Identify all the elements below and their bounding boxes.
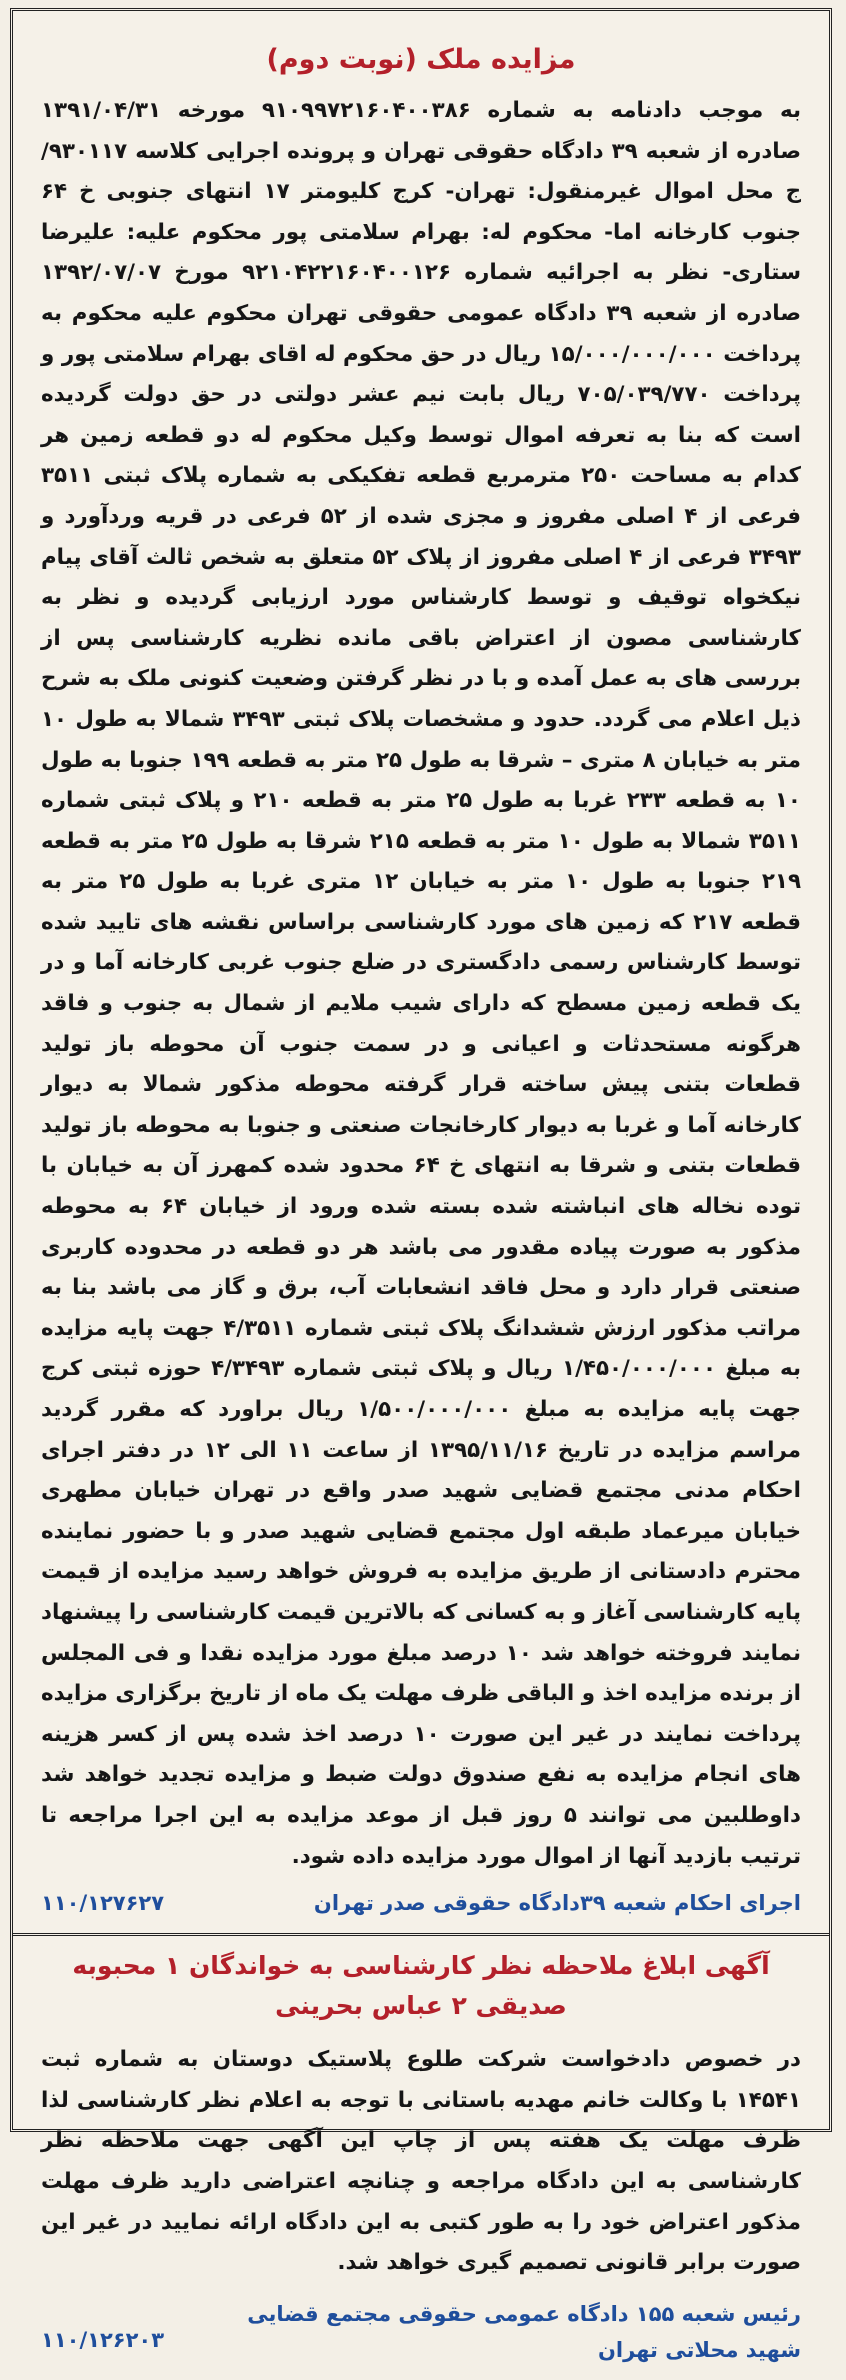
section-divider <box>13 1933 829 1936</box>
notice-code: ۱۱۰/۱۲۷۶۲۷ <box>41 1891 165 1916</box>
second-notice-signature: رئیس شعبه ۱۵۵ دادگاه عمومی حقوقی مجتمع قضایی شهید محلاتی تهران <box>247 2301 801 2362</box>
second-notice-footer <box>41 2296 801 2380</box>
newspaper-clipping <box>10 8 832 2362</box>
notice-footer <box>41 1883 801 1923</box>
second-notice-code: ۱۱۰/۱۲۶۲۰۳ <box>41 2327 165 2352</box>
second-notice-title: آگهی ابلاغ ملاحظه نظر کارشناسی به خواندگان ۱ محبوبه صدیقی ۲ عباس بحرینی <box>72 1951 770 2021</box>
notice-title: مزایده ملک (نوبت دوم) <box>266 44 576 75</box>
notice-signature: اجرای احکام شعبه ۳۹دادگاه حقوقی صدر تهران <box>313 1891 801 1916</box>
notice-body: به موجب دادنامه به شماره ۹۱۰۹۹۷۲۱۶۰۴۰۰۳۸۶ مورخه ۱۳۹۱/۰۴/۳۱ صادره از شعبه ۳۹ دادگاه حقوقی تهران و پرونده اجرایی کلاسه ۹۳۰۱۱۷/ج محل اموال غیرمنقول: تهران- کرج کلیومتر ۱۷ انتهای جنوبی خ ۶۴ جنوب کارخانه اما- محکوم له: بهرام سلامتی پور محکوم علیه: علیرضا ستاری- نظر به اجرائیه شماره ۹۲۱۰۴۲۲۱۶۰۴۰۰۱۲۶ مورخ ۱۳۹۲/۰۷/۰۷ صادره از شعبه ۳۹ دادگاه عمومی حقوقی تهران محکوم علیه محکوم به پرداخت ۱۵/۰۰۰/۰۰۰/۰۰۰ ریال در حق محکوم له اقای بهرام سلامتی پور و پرداخت ۷۰۵/۰۳۹/۷۷۰ ریال بابت نیم عشر دولتی در حق دولت گردیده است که بنا به تعرفه اموال توسط وکیل محکوم له دو قطعه زمین هر کدام به مساحت ۲۵۰ مترمربع قطعه تفکیکی به شماره پلاک ثبتی ۳۵۱۱ فرعی از ۴ اصلی مفروز و مجزی شده از ۵۲ فرعی در قریه وردآورد و ۳۴۹۳ فرعی از ۴ اصلی مفروز از پلاک ۵۲ متعلق به شخص ثالث آقای پیام نیکخواه توقیف و توسط کارشناس مورد ارزیابی گردیده و نظر به کارشناسی مصون از اعتراض باقی مانده نظریه کارشناسی پس از بررسی های به عمل آمده و با در نظر گرفتن وضعیت کنونی ملک به شرح ذیل اعلام می گردد. حدود و مشخصات پلاک ثبتی ۳۴۹۳ شمالا به طول ۱۰ متر به خیابان ۸ متری – شرقا به طول ۲۵ متر به قطعه ۱۹۹ جنوبا به طول ۱۰ به قطعه ۲۳۳ غربا به طول ۲۵ متر به قطعه ۲۱۰ و پلاک ثبتی شماره ۳۵۱۱ شمالا به طول ۱۰ متر به قطعه ۲۱۵ شرقا به طول ۲۵ متر به قطعه ۲۱۹ جنوبا به طول ۱۰ متر به خیابان ۱۲ متری غربا به طول ۲۵ متر به قطعه ۲۱۷ که زمین های مورد کارشناسی براساس نقشه های تایید شده توسط کارشناس رسمی دادگستری در ضلع جنوب غربی کارخانه آما و در یک قطعه زمین مسطح که دارای شیب ملایم از شمال به جنوب و فاقد هرگونه مستحدثات و اعیانی و در سمت جنوب آن محوطه باز تولید قطعات بتنی پیش ساخته قرار گرفته محوطه مذکور شمالا به دیوار کارخانه آما و غربا به دیوار کارخانجات صنعتی و جنوبا به محوطه باز تولید قطعات بتنی و شرقا به انتهای خ ۶۴ محدود شده کمهرز آن به خیابان با توده نخاله های انباشته شده بسته شده ورود از خیابان ۶۴ به محوطه مذکور به صورت پیاده مقدور می باشد هر دو قطعه در محدوده کاربری صنعتی قرار دارد و محل فاقد انشعابات آب، برق و گاز می باشد بنا به مراتب مذکور ارزش ششدانگ پلاک ثبتی شماره ۴/۳۵۱۱ جهت پایه مزایده به مبلغ ۱/۴۵۰/۰۰۰/۰۰۰ ریال و پلاک ثبتی شماره ۴/۳۴۹۳ حوزه ثبتی کرج جهت پایه مزایده به مبلغ ۱/۵۰۰/۰۰۰/۰۰۰ ریال براورد که مقرر گردید مراسم مزایده در تاریخ ۱۳۹۵/۱۱/۱۶ از ساعت ۱۱ الی ۱۲ در دفتر اجرای احکام مدنی مجتمع قضایی شهید صدر واقع در تهران خیابان مطهری خیابان میرعماد طبقه اول مجتمع قضایی شهید صدر و با حضور نماینده محترم دادستانی از طریق مزایده به فروش خواهد رسید مزایده از قیمت پایه کارشناسی آغاز و به کسانی که بالاترین قیمت کارشناسی را پیشنهاد نمایند فروخته خواهد شد ۱۰ درصد مبلغ مورد مزایده نقدا و فی المجلس از برنده مزایده اخذ و الباقی ظرف مهلت یک ماه از تاریخ برگزاری مزایده پرداخت نمایند در غیر این صورت ۱۰ درصد اخذ شده پس از کسر هزینه های انجام مزایده به نفع صندوق دولت ضبط و مزایده تجدید خواهد شد داوطلبین می توانند ۵ روز قبل از موعد مزایده به این اجرا مراجعه تا ترتیب بازدید آنها از اموال مورد مزایده داده شود. <box>41 98 802 1869</box>
second-notice-body: در خصوص دادخواست شرکت طلوع پلاستیک دوستان به شماره ثبت ۱۴۵۴۱ با وکالت خانم مهدیه باستانی با توجه به اعلام نظر کارشناسی لذا ظرف مهلت یک هفته پس از چاپ این آگهی جهت ملاحظه نظر کارشناسی به این دادگاه مراجعه و چنانچه اعتراضی دارید ظرف مهلت مذکور اعتراض خود را به طور کتبی به این دادگاه ارائه نمایید در غیر این صورت برابر قانونی تصمیم گیری خواهد شد. <box>41 2047 801 2276</box>
